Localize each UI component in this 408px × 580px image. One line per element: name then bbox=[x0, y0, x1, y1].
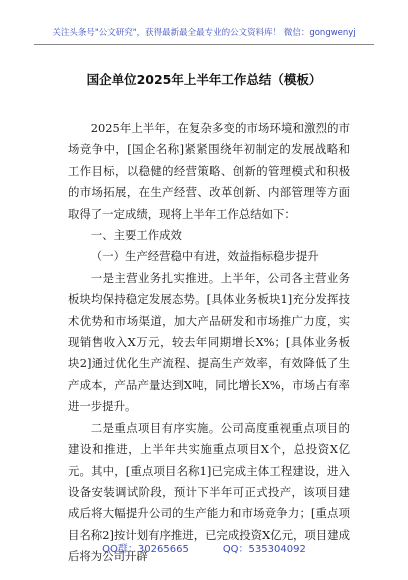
intro-paragraph: 2025年上半年，在复杂多变的市场环境和激烈的市场竞争中，[国企名称]紧紧围绕年初制定的发展战略和工作目标，以稳健的经营策略、创新的管理模式和积极的市场拓展，在生产经营、改革创新、内部管理等方面取得了一定成绩，现将上半年工作总结如下： bbox=[68, 121, 350, 221]
qq-contact-text: QQ：535304092 bbox=[222, 544, 306, 555]
document-title: 国企单位2025年上半年工作总结（模板） bbox=[86, 72, 322, 87]
subsection-heading: （一）生产经营稳中有进，效益指标稳步提升 bbox=[90, 249, 319, 264]
promo-banner: 关注头条号"公文研究"，获得最新最全最专业的公文资料库！ 微信：gongwenyj bbox=[52, 28, 356, 38]
header-divider bbox=[34, 44, 374, 45]
section-heading: 一、主要工作成效 bbox=[90, 228, 182, 243]
qq-group-text: QQ群：30265665 bbox=[102, 544, 189, 555]
body-paragraph: 一是主营业务扎实推进。上半年，公司各主营业务板块均保持稳定发展态势。[具体业务板块1]充分发挥技术优势和市场渠道，加大产品研发和市场推广力度，实现销售收入X万元，较去年同期增长X%；[具体业务板块2]通过优化生产流程、提高生产效率，有效降低了生产成本，产品产量达到X吨，同比增长X%，市场占有率进一步提升。 bbox=[68, 270, 350, 414]
body-paragraph: 二是重点项目有序实施。公司高度重视重点项目的建设和推进，上半年共实施重点项目X个，总投资X亿元。其中，[重点项目名称1]已完成主体工程建设，进入设备安装调试阶段，预计下半年可正式投产，该项目建成后将大幅提升公司的生产能力和市场竞争力；[重点项目名称2]按计划有序推进，已完成投资X亿元，项目建成后将为公司开辟 bbox=[68, 420, 350, 564]
contact-footer bbox=[0, 540, 408, 555]
document-body bbox=[68, 118, 350, 568]
